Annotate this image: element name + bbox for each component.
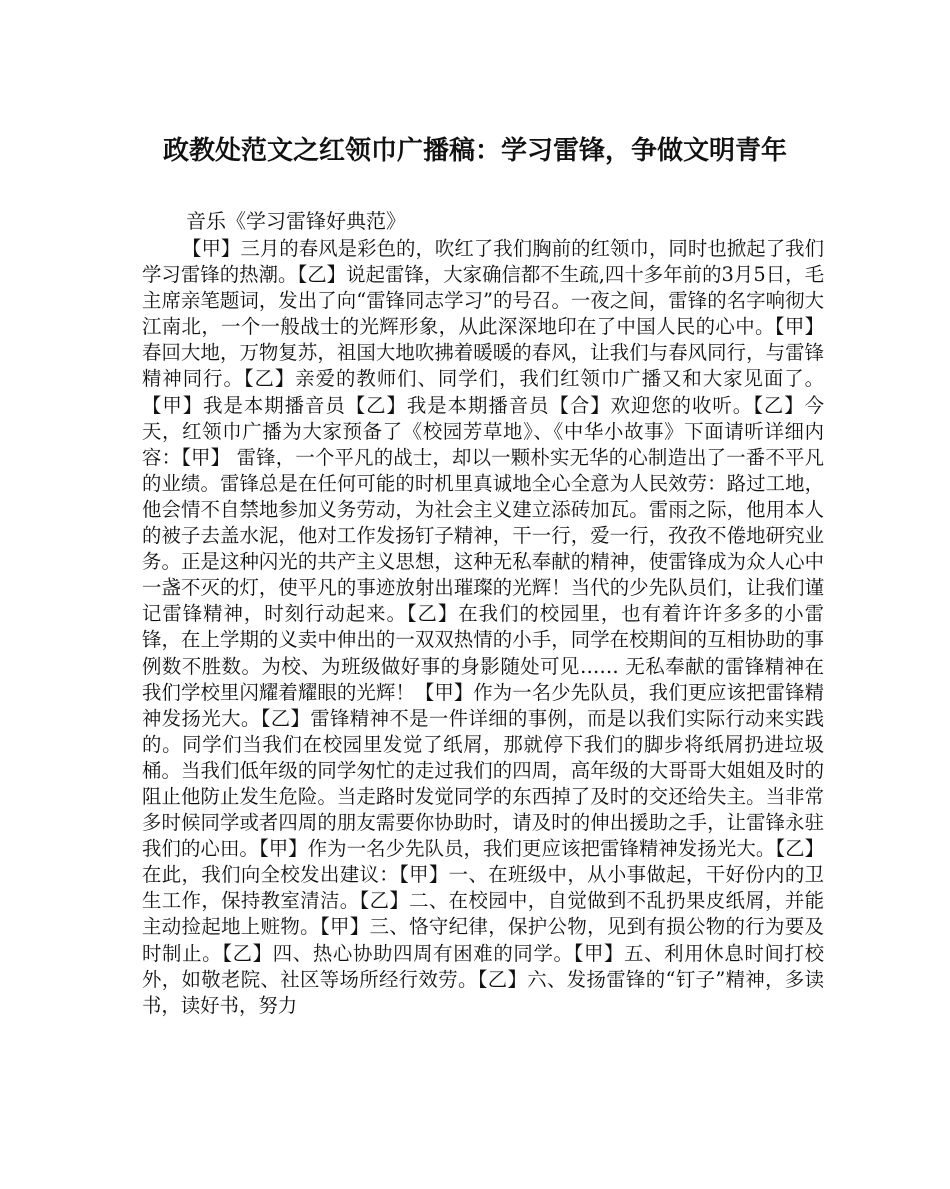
music-line: 音乐《学习雷锋好典范》 [186, 209, 406, 233]
document-title: 政教处范文之红领巾广播稿：学习雷锋，争做文明青年 [162, 136, 787, 166]
body-paragraph: 【甲】三月的春风是彩色的，吹红了我们胸前的红领巾，同时也掀起了我们学习雷锋的热潮。【乙】说起雷锋，大家确信都不生疏,四十多年前的3月5日，毛主席亲笔题词，发出了向“雷锋同志学习”的号召。一夜之间，雷锋的名字响彻大江南北，一个一般战士的光辉形象，从此深深地印在了中国人民的心中。【甲】春回大地，万物复苏，祖国大地吹拂着暖暖的春风，让我们与春风同行，与雷锋精神同行。【乙】亲爱的教师们、同学们，我们红领巾广播又和大家见面了。【甲】我是本期播音员【乙】我是本期播音员【合】欢迎您的收听。【乙】今天，红领巾广播为大家预备了《校园芳草地》、《中华小故事》下面请听详细内容：【甲】 雷锋，一个平凡的战士，却以一颗朴实无华的心制造出了一番不平凡的业绩。雷锋总是在任何可能的时机里真诚地全心全意为人民效劳：路过工地，他会情不自禁地参加义务劳动，为社会主义建立添砖加瓦。雷雨之际，他用本人的被子去盖水泥，他对工作发扬钉子精神，干一行，爱一行，孜孜不倦地研究业务。正是这种闪光的共产主义思想，这种无私奉献的精神，使雷锋成为众人心中一盏不灭的灯，使平凡的事迹放射出璀璨的光辉！当代的少先队员们，让我们谨记雷锋精神，时刻行动起来。【乙】在我们的校园里，也有着许许多多的小雷锋，在上学期的义卖中伸出的一双双热情的小手，同学在校期间的互相协助的事例数不胜数。为校、为班级做好事的身影随处可见…… 无私奉献的雷锋精神在我们学校里闪耀着耀眼的光辉！【甲】作为一名少先队员，我们更应该把雷锋精神发扬光大。【乙】雷锋精神不是一件详细的事例，而是以我们实际行动来实践的。同学们当我们在校园里发觉了纸屑，那就停下我们的脚步将纸屑扔进垃圾桶。当我们低年级的同学匆忙的走过我们的四周，高年级的大哥哥大姐姐及时的阻止他防止发生危险。当走路时发觉同学的东西掉了及时的交还给失主。当非常多时候同学或者四周的朋友需要你协助时，请及时的伸出援助之手，让雷锋永驻我们的心田。【甲】作为一名少先队员，我们更应该把雷锋精神发扬光大。【乙】在此，我们向全校发出建议：【甲】一、在班级中，从小事做起，干好份内的卫生工作，保持教室清洁。【乙】二、在校园中，自觉做到不乱扔果皮纸屑，并能主动捡起地上赃物。【甲】三、恪守纪律，保护公物，见到有损公物的行为要及时制止。【乙】四、热心协助四周有困难的同学。【甲】五、利用休息时间打校外，如敬老院、社区等场所经行效劳。【乙】六、发扬雷锋的“钉子”精神，多读书，读好书，努力 [142, 237, 824, 1017]
